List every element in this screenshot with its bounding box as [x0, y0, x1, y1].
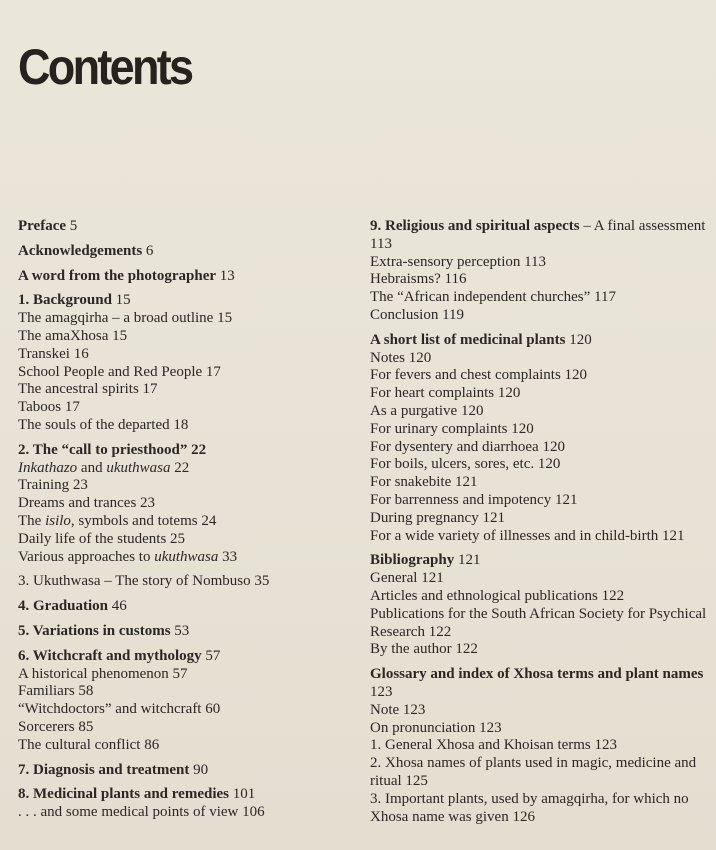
page-title: Contents [18, 39, 192, 95]
chapter-page: 57 [205, 647, 221, 664]
section-entry: 3. Important plants, used by amagqirha, for which no Xhosa name was given 126 [370, 790, 689, 825]
chapter-title: Bibliography [370, 552, 455, 569]
chapter-page: – A final assessment 113 [370, 218, 706, 252]
contents-entry [18, 292, 348, 434]
contents-left-column [18, 218, 348, 829]
section-entry: Note 123 [370, 701, 426, 718]
section-entry: For fevers and chest complaints 120 [370, 367, 588, 384]
section-entry: Transkei 16 [18, 345, 89, 362]
section-entry: Articles and ethnological publications 122 [370, 587, 625, 604]
contents-entry [18, 648, 348, 755]
section-entry: By the author 122 [370, 641, 478, 658]
chapter-heading [18, 762, 348, 780]
section-entry: A historical phenomenon 57 [18, 665, 188, 682]
section-entry: The amaXhosa 15 [18, 327, 128, 344]
chapter-heading [18, 243, 348, 261]
section-entry: For heart complaints 120 [370, 385, 521, 402]
chapter-page: 120 [569, 331, 592, 348]
section-entry: Extra-sensory perception 113 [370, 253, 547, 270]
section-entry: Conclusion 119 [370, 306, 465, 323]
contents-entry [18, 268, 348, 286]
contents-entry [370, 552, 710, 659]
chapter-page: 121 [457, 552, 481, 569]
section-entry: For dysentery and diarrhoea 120 [370, 438, 565, 455]
chapter-title: 1. Background [18, 292, 112, 309]
section-entry: For urinary complaints 120 [370, 420, 534, 437]
section-entry: Hebraisms? 116 [370, 271, 467, 288]
section-entry: For barrenness and impotency 121 [370, 491, 578, 508]
section-entry: 2. Xhosa names of plants used in magic, medicine and ritual 125 [370, 755, 697, 789]
chapter-page: 22 [191, 441, 207, 458]
section-entry: Taboos 17 [18, 399, 80, 416]
contents-entry [370, 666, 710, 826]
section-entry: For snakebite 121 [370, 474, 478, 491]
chapter-page: 15 [115, 292, 131, 309]
section-entry: . . . and some medical points of view 106 [18, 804, 265, 821]
chapter-title: Acknowledgements [18, 242, 143, 259]
contents-entry [18, 573, 348, 591]
section-entry: The ancestral spirits 17 [18, 381, 158, 398]
section-entry: Publications for the South African Society for Psychical Research 122 [370, 605, 707, 640]
chapter-title: 5. Variations in customs [18, 622, 171, 639]
chapter-heading [18, 442, 348, 460]
section-entry: Familiars 58 [18, 683, 94, 700]
chapter-heading [370, 218, 710, 254]
chapter-title: Glossary and index of Xhosa terms and plant names [370, 666, 704, 683]
chapter-heading [18, 268, 348, 286]
section-entry: During pregnancy 121 [370, 509, 505, 526]
section-entry: School People and Red People 17 [18, 363, 221, 380]
section-entry: “Witchdoctors” and witchcraft 60 [18, 701, 221, 718]
chapter-title: 8. Medicinal plants and remedies [18, 786, 229, 803]
section-entry: The cultural conflict 86 [18, 736, 160, 753]
contents-entry [18, 598, 348, 616]
section-entry: Various approaches to ukuthwasa 33 [18, 548, 238, 565]
chapter-page: 53 [174, 622, 190, 639]
chapter-title: 7. Diagnosis and treatment [18, 761, 190, 778]
chapter-page: 13 [219, 267, 235, 284]
chapter-title: A word from the photographer [18, 267, 217, 284]
chapter-title: 3. Ukuthwasa [18, 573, 101, 590]
chapter-title: A short list of medicinal plants [370, 331, 566, 348]
section-entry: General 121 [370, 570, 444, 587]
chapter-page: 5 [69, 218, 78, 234]
chapter-heading [18, 573, 348, 591]
chapter-heading [370, 552, 710, 570]
chapter-page: 6 [145, 242, 154, 259]
chapter-page: 46 [111, 598, 127, 615]
chapter-title: 2. The “call to priesthood” [18, 441, 188, 458]
section-entry: The “African independent churches” 117 [370, 289, 616, 306]
chapter-heading [18, 648, 348, 666]
chapter-page: – The story of Nombuso 35 [104, 573, 270, 590]
chapter-title: 9. Religious and spiritual aspects [370, 218, 580, 234]
contents-entry [18, 442, 348, 567]
contents-entry [18, 218, 348, 236]
contents-right-column [370, 218, 710, 833]
contents-entry [18, 762, 348, 780]
section-entry: Daily life of the students 25 [18, 530, 186, 547]
chapter-page: 123 [370, 683, 393, 700]
chapter-heading [18, 786, 348, 804]
contents-entry [370, 332, 710, 546]
section-entry: Inkathazo and ukuthwasa 22 [18, 459, 190, 476]
section-entry: As a purgative 120 [370, 402, 484, 419]
section-entry: Dreams and trances 23 [18, 495, 156, 512]
section-entry: For boils, ulcers, sores, etc. 120 [370, 456, 561, 473]
section-entry: On pronunciation 123 [370, 719, 502, 736]
section-entry: 1. General Xhosa and Khoisan terms 123 [370, 737, 618, 754]
section-entry: Sorcerers 85 [18, 718, 94, 735]
section-entry: The isilo, symbols and totems 24 [18, 512, 217, 529]
chapter-page: 101 [232, 786, 256, 803]
contents-entry [370, 218, 710, 325]
chapter-title: Preface [18, 218, 67, 234]
chapter-page: 90 [193, 761, 209, 778]
section-entry: The souls of the departed 18 [18, 416, 189, 433]
section-entry: Training 23 [18, 477, 88, 494]
chapter-heading [18, 218, 348, 236]
contents-entry [18, 786, 348, 822]
chapter-title: 4. Graduation [18, 598, 109, 615]
section-entry: Notes 120 [370, 349, 432, 366]
chapter-heading [370, 666, 710, 702]
section-entry: The amagqirha – a broad outline 15 [18, 310, 233, 327]
chapter-heading [18, 598, 348, 616]
chapter-heading [18, 292, 348, 310]
contents-entry [18, 623, 348, 641]
chapter-heading [370, 332, 710, 350]
chapter-title: 6. Witchcraft and mythology [18, 647, 202, 664]
section-entry: For a wide variety of illnesses and in child-birth 121 [370, 527, 685, 544]
contents-entry [18, 243, 348, 261]
chapter-heading [18, 623, 348, 641]
